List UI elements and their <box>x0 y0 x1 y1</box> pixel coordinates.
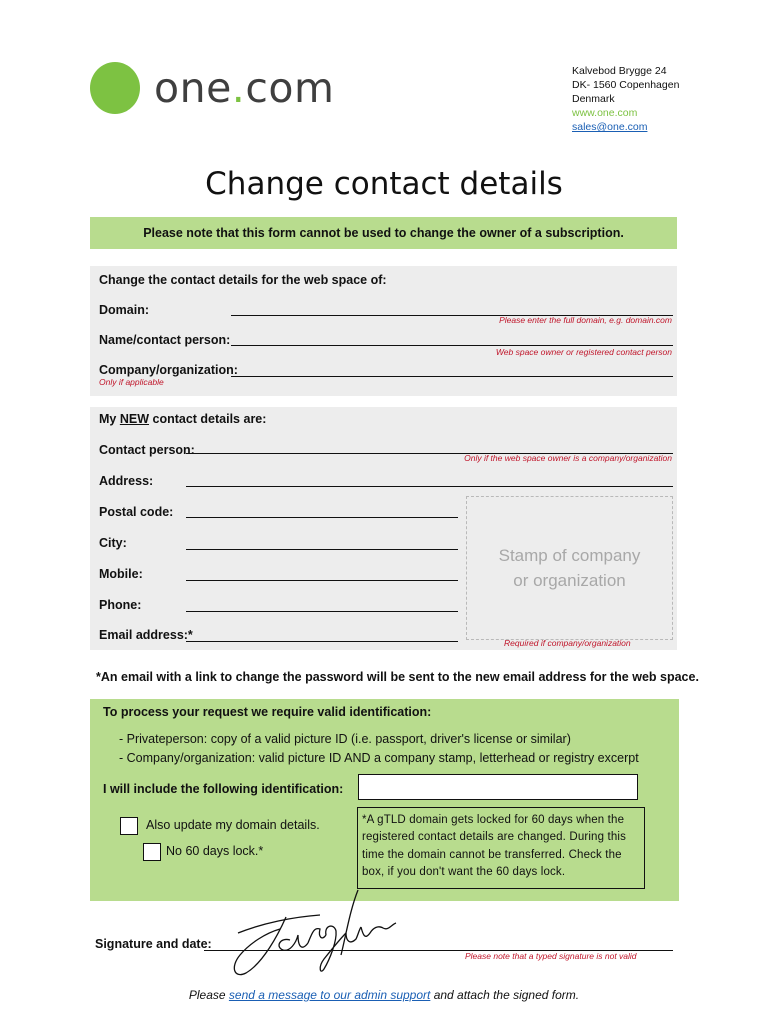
footer-instruction <box>0 988 768 1002</box>
no-lock-label: No 60 days lock.* <box>166 844 264 858</box>
include-id-label: I will include the following identification: <box>103 782 344 796</box>
postal-code-label: Postal code: <box>99 505 174 519</box>
city-field[interactable] <box>186 549 458 550</box>
stamp-line-1: Stamp of company <box>498 546 641 565</box>
admin-support-link[interactable]: send a message to our admin support <box>228 988 431 1002</box>
contact-person-hint: Only if the web space owner is a company/organization <box>464 453 672 463</box>
mobile-label: Mobile: <box>99 567 143 581</box>
phone-label: Phone: <box>99 598 142 612</box>
heading-suffix: contact details are: <box>149 412 267 426</box>
include-id-value <box>359 775 637 783</box>
page-title: Change contact details <box>205 166 563 202</box>
heading-new: NEW <box>119 412 150 426</box>
domain-label: Domain: <box>99 303 149 317</box>
notice-text: Please note that this form cannot be used to change the owner of a subscription. <box>143 226 624 240</box>
email-note: *An email with a link to change the password will be sent to the new email address for the web space. <box>96 670 699 684</box>
footer-prefix: Please <box>188 988 229 1002</box>
current-section-heading: Change the contact details for the web space of: <box>99 273 387 287</box>
company-address <box>572 64 679 134</box>
address-street: Kalvebod Brygge 24 <box>572 65 667 77</box>
stamp-hint: Required if company/organization <box>504 638 631 648</box>
handwritten-signature <box>228 885 408 980</box>
stamp-line-2: or organization <box>513 571 626 590</box>
footer-suffix: and attach the signed form. <box>430 988 580 1002</box>
postal-code-field[interactable] <box>186 517 458 518</box>
identification-intro: To process your request we require valid identification: <box>103 705 432 719</box>
lock-info-box <box>357 807 645 889</box>
logo-text-dot: . <box>231 64 246 112</box>
company-requirement: - Company/organization: valid picture ID AND a company stamp, letterhead or registry excerpt <box>119 751 639 765</box>
name-field[interactable] <box>231 345 673 346</box>
no-lock-checkbox[interactable] <box>143 843 161 861</box>
include-id-input[interactable] <box>358 774 638 800</box>
stamp-placeholder <box>467 543 672 593</box>
address-field[interactable] <box>186 486 673 487</box>
email-field[interactable] <box>186 641 458 642</box>
domain-hint: Please enter the full domain, e.g. domain.com <box>499 315 672 325</box>
logo-text-com: com <box>245 64 335 112</box>
company-field[interactable] <box>231 376 673 377</box>
address-label: Address: <box>99 474 154 488</box>
private-requirement: - Privateperson: copy of a valid picture ID (i.e. passport, driver's license or similar) <box>119 732 571 746</box>
address-city: DK- 1560 Copenhagen <box>572 79 680 91</box>
new-section-heading <box>99 412 266 426</box>
name-label: Name/contact person: <box>99 333 231 347</box>
name-hint: Web space owner or registered contact person <box>495 347 672 357</box>
city-label: City: <box>99 536 127 550</box>
lock-info-text: *A gTLD domain gets locked for 60 days when the registered contact details are changed. During this time the domain cannot be transferred. Check the box, if you don't want the 60 days lock. <box>362 814 626 878</box>
contact-person-label: Contact person: <box>99 443 195 457</box>
update-domain-checkbox[interactable] <box>120 817 138 835</box>
notice-banner <box>90 217 677 249</box>
email-link[interactable]: sales@one.com <box>572 121 648 133</box>
update-domain-label: Also update my domain details. <box>146 818 320 832</box>
website-link[interactable]: www.one.com <box>572 107 638 119</box>
logo-text-one: one <box>154 64 232 112</box>
stamp-area <box>466 496 673 640</box>
logo-circle <box>90 62 140 114</box>
signature-label: Signature and date: <box>95 937 212 951</box>
email-label: Email address:* <box>99 628 193 642</box>
heading-prefix: My <box>99 412 120 426</box>
address-country: Denmark <box>572 93 615 105</box>
mobile-field[interactable] <box>186 580 458 581</box>
phone-field[interactable] <box>186 611 458 612</box>
logo-wordmark <box>154 60 334 116</box>
company-hint: Only if applicable <box>99 377 164 387</box>
signature-hint: Please note that a typed signature is not valid <box>465 951 637 961</box>
company-label: Company/organization: <box>99 363 238 377</box>
